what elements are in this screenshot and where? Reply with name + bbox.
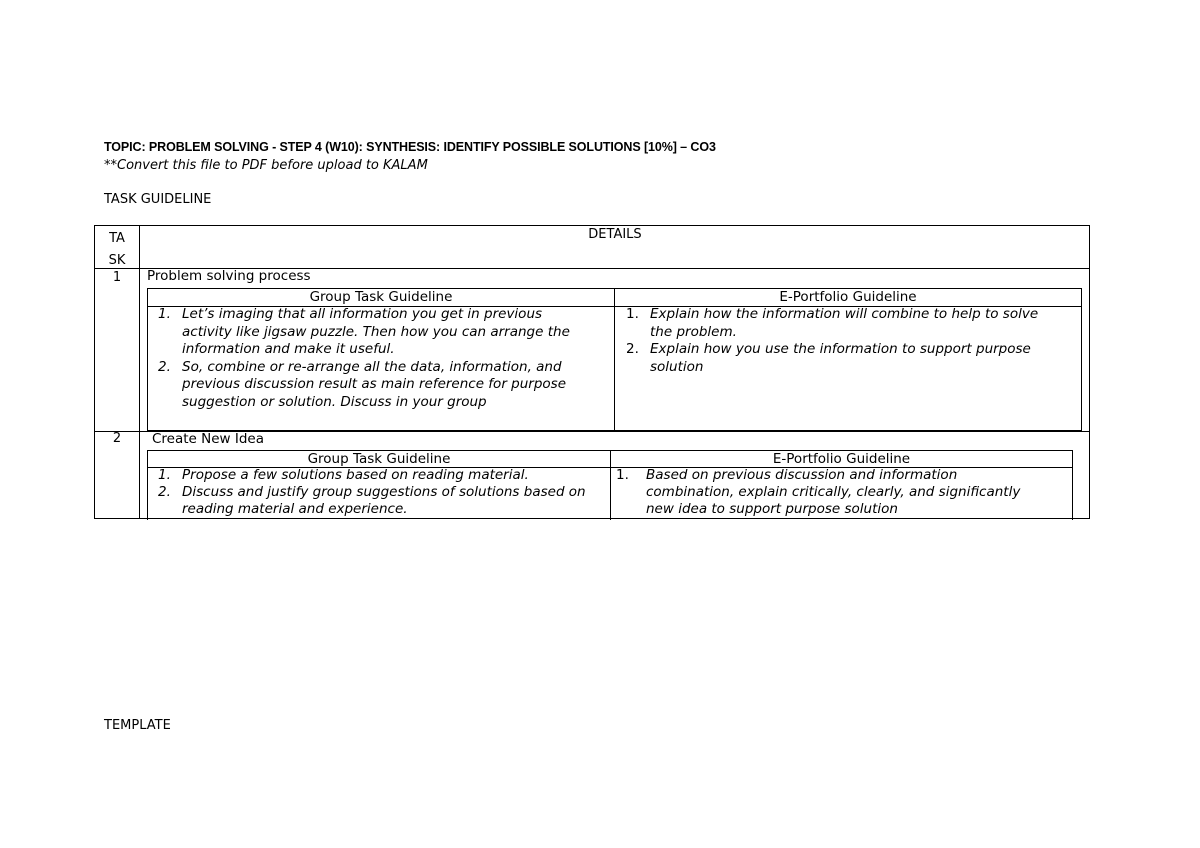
task-title-1: Problem solving process <box>147 268 311 284</box>
task-header-line2: SK <box>108 253 126 268</box>
list-item-text: Discuss and justify group suggestions of solutions based on reading material and experience. <box>182 484 586 517</box>
list-item <box>618 341 1063 376</box>
list-item <box>150 359 580 412</box>
list-item <box>150 484 590 518</box>
task-header-line1: TA <box>109 231 125 246</box>
guideline-table-1 <box>147 288 1082 431</box>
eportfolio-guideline-header: E-Portfolio Guideline <box>772 451 911 467</box>
task-column-header <box>95 228 139 272</box>
list-item-number: 1. <box>158 306 171 322</box>
task-number-1: 1 <box>112 270 122 285</box>
group-task-list-1 <box>150 306 580 411</box>
list-item-text: Explain how the information will combine to help to solve the problem. <box>650 306 1039 340</box>
list-item-text: Propose a few solutions based on reading material. <box>182 467 529 483</box>
details-column-header: DETAILS <box>588 227 642 242</box>
guideline-column-divider <box>614 289 615 430</box>
guideline-table-2 <box>147 450 1073 520</box>
task-title-2: Create New Idea <box>152 431 265 447</box>
task-guideline-heading: TASK GUIDELINE <box>104 192 212 207</box>
list-item-text: Based on previous discussion and information combination, explain critically, clearly, and significantly new idea to support purpose solution <box>646 467 1021 517</box>
template-heading: TEMPLATE <box>104 718 171 733</box>
task-column-divider <box>139 226 140 518</box>
list-item-text: Explain how you use the information to support purpose solution <box>650 341 1031 375</box>
eportfolio-list-2 <box>614 467 1034 518</box>
list-item <box>618 306 1063 341</box>
group-task-guideline-header: Group Task Guideline <box>307 451 451 467</box>
list-item-number: 2. <box>158 358 171 375</box>
list-item <box>150 306 580 359</box>
eportfolio-list-1 <box>618 306 1063 376</box>
list-item-number: 1. <box>158 467 171 483</box>
list-item-number: 2. <box>158 484 171 500</box>
list-item-text: So, combine or re-arrange all the data, information, and previous discussion result as main reference for purpose suggestion or solution. Discuss in your group <box>182 358 567 410</box>
list-item-number: 2. <box>626 341 639 357</box>
list-item-number: 1. <box>626 306 639 322</box>
list-item-text: Let’s imaging that all information you get in previous activity like jigsaw puzzle. Then how you can arrange the information and make it useful. <box>182 306 570 357</box>
list-item <box>614 467 1034 518</box>
list-item <box>150 467 590 484</box>
group-task-guideline-header: Group Task Guideline <box>309 289 453 305</box>
topic-heading: TOPIC: PROBLEM SOLVING - STEP 4 (W10): SYNTHESIS: IDENTIFY POSSIBLE SOLUTIONS [10%] – CO3 <box>104 140 716 154</box>
task-number-2: 2 <box>112 431 122 446</box>
upload-note: **Convert this file to PDF before upload to KALAM <box>104 158 428 173</box>
list-item-number: 1. <box>616 467 629 483</box>
task-table <box>94 225 1090 519</box>
group-task-list-2 <box>150 467 590 518</box>
eportfolio-guideline-header: E-Portfolio Guideline <box>779 289 917 305</box>
